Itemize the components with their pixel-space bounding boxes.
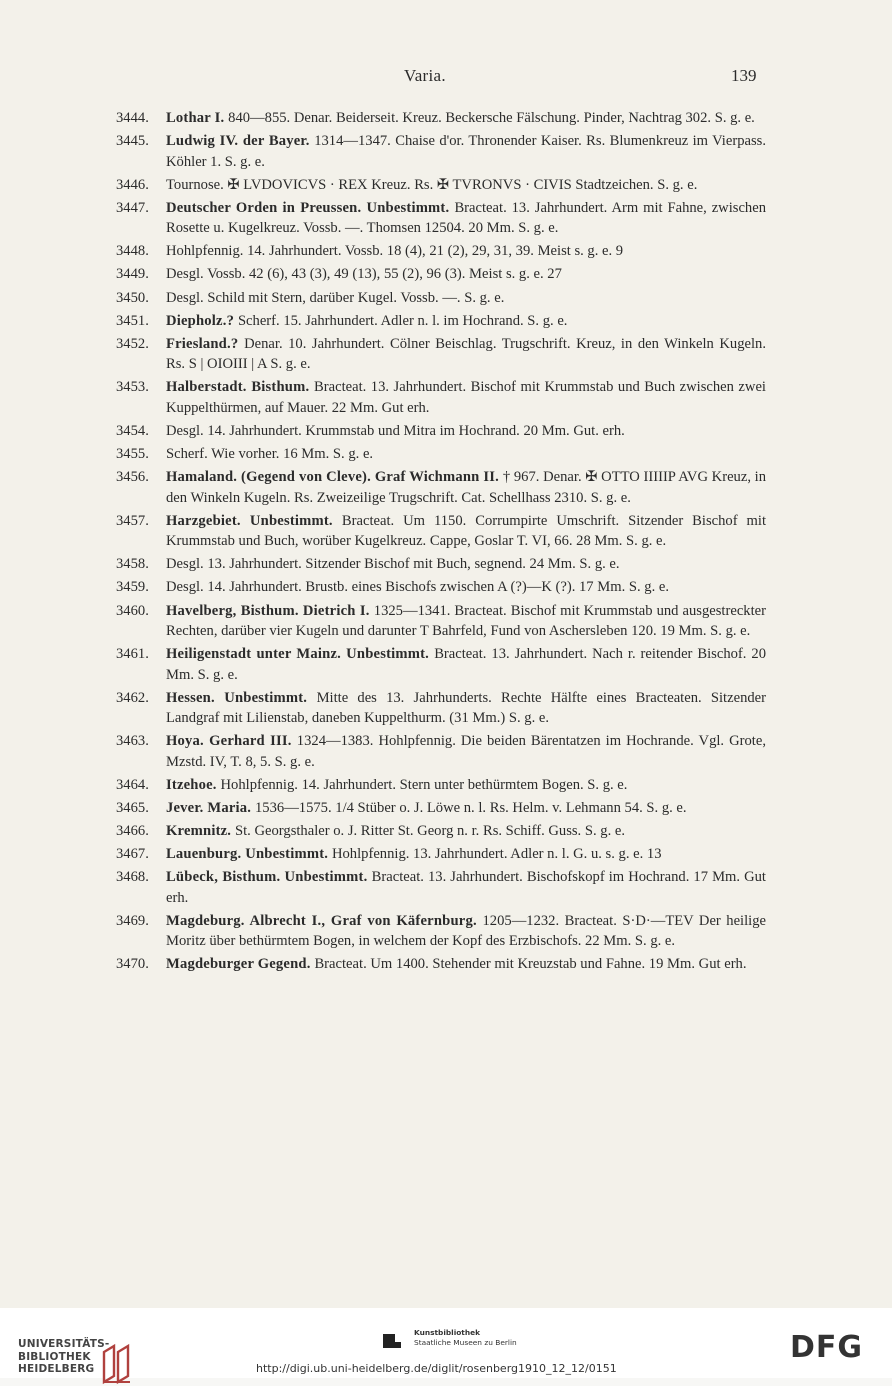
entry-heading: Harzgebiet. Unbestimmt. (166, 512, 333, 529)
kunstbibliothek-line: Kunstbibliothek (414, 1328, 481, 1337)
catalog-entry (116, 467, 766, 508)
entry-body (166, 444, 766, 465)
entry-body (166, 511, 766, 552)
entry-body (166, 241, 766, 262)
entry-number: 3446. (116, 176, 149, 193)
entry-body (166, 644, 766, 685)
entry-description: 840—855. Denar. Beiderseit. Kreuz. Beckersche Fälschung. Pinder, Nachtrag 302. S. g. e. (228, 110, 755, 126)
catalog-entry (116, 288, 766, 309)
catalog-entry (116, 444, 766, 465)
footer-bar (0, 1308, 892, 1378)
entry-description: 1314—1347. Chaise d'or. Thronender Kaiser. Rs. Blumenkreuz im Vierpass. Köhler 1. S. g. e. (166, 133, 766, 170)
entry-heading: Havelberg, Bisthum. Dietrich I. (166, 602, 370, 619)
entry-body (166, 954, 766, 975)
entry-number: 3462. (116, 689, 149, 706)
entry-number: 3459. (116, 579, 149, 596)
entry-heading: Jever. Maria. (166, 799, 252, 816)
entry-number: 3457. (116, 512, 149, 529)
catalog-entry (116, 175, 766, 196)
catalog-entry (116, 821, 766, 842)
entry-description: Bracteat. Um 1400. Stehender mit Kreuzstab und Fahne. 19 Mm. Gut erh. (314, 956, 747, 973)
entry-number: 3450. (116, 289, 149, 306)
catalog-entry (116, 577, 766, 598)
entry-number: 3445. (116, 133, 149, 150)
entry-heading: Magdeburg. Albrecht I., Graf von Käfernburg. (166, 912, 477, 929)
entry-description: 1536—1575. 1/4 Stüber o. J. Löwe n. l. Rs. Helm. v. Lehmann 54. S. g. e. (255, 799, 687, 816)
university-library-logo[interactable] (8, 1324, 148, 1374)
entry-number: 3458. (116, 556, 149, 573)
entry-number: 3460. (116, 602, 149, 619)
entry-heading: Ludwig IV. der Bayer. (166, 133, 310, 150)
museum-line: Staatliche Museen zu Berlin (414, 1338, 517, 1347)
entry-description: Bracteat. 13. Jahrhundert. Arm mit Fahne, zwischen Rosette u. Kugelkreuz. Vossb. —. Thomsen 12504. 20 Mm. S. g. e. (166, 199, 767, 237)
entry-description: 1205—1232. Bracteat. S·D·—TEV Der heilige Moritz über bethürmtem Bogen, in welchem der Kopf des Erzbischofs. 22 Mm. S. g. e. (166, 912, 766, 950)
kunstbibliothek-logo[interactable] (382, 1328, 522, 1358)
entry-heading: Lothar I. (166, 110, 225, 126)
entry-body (166, 821, 766, 842)
catalog-entry (116, 731, 766, 772)
catalog-entry (116, 601, 766, 642)
entry-body (166, 377, 766, 418)
entry-number: 3456. (116, 469, 149, 486)
entry-description: Bracteat. Um 1150. Corrumpirte Umschrift. Sitzender Bischof mit Krummstab und Buch, worüber Kugelkreuz. Cappe, Goslar T. VI, 66. 28 Mm. S. g. e. (166, 512, 766, 550)
entry-heading: Hamaland. (Gegend von Cleve). Graf Wichmann II. (166, 469, 499, 486)
entry-heading: Deutscher Orden in Preussen. Unbestimmt. (166, 199, 450, 216)
entry-description: Denar. 10. Jahrhundert. Cölner Beischlag. Trugschrift. Kreuz, in den Winkeln Kugeln. Rs. S | OIOIII | A S. g. e. (166, 335, 766, 373)
kunstbibliothek-icon (382, 1330, 404, 1352)
entry-number: 3453. (116, 379, 149, 396)
entry-body (166, 911, 766, 952)
entry-description: Bracteat. 13. Jahrhundert. Bischof mit Krummstab und Buch zwischen zwei Kuppelthürmen, auf Mauer. 22 Mm. Gut erh. (166, 379, 766, 416)
entry-number: 3463. (116, 733, 149, 750)
entry-number: 3448. (116, 243, 149, 260)
entry-number: 3464. (116, 776, 149, 793)
entry-number: 3451. (116, 312, 149, 329)
entry-number: 3449. (116, 266, 149, 283)
catalog-entry (116, 334, 766, 375)
entry-body (166, 844, 766, 865)
entry-body (166, 577, 766, 598)
entry-heading: Heiligenstadt unter Mainz. Unbestimmt. (166, 646, 430, 663)
entry-heading: Kremnitz. (166, 823, 232, 840)
entry-body (166, 867, 766, 908)
catalog-entry (116, 264, 766, 285)
entry-body (166, 554, 766, 575)
entry-description: 1325—1341. Bracteat. Bischof mit Krummstab und ausgestreckter Rechten, darüber vier Kugeln und darunter T Bahrfeld, Fund von Aschersleben 120. 19 Mm. S. g. e. (166, 602, 766, 639)
catalog-entry (116, 511, 766, 552)
entry-body (166, 131, 766, 172)
entry-heading: Hoya. Gerhard III. (166, 733, 292, 750)
catalog-entry (116, 554, 766, 575)
catalog-entry (116, 867, 766, 908)
dfg-logo[interactable]: DFG (790, 1330, 864, 1365)
page-number: 139 (731, 66, 757, 85)
entry-description: Hohlpfennig. 14. Jahrhundert. Stern unter bethürmtem Bogen. S. g. e. (220, 776, 628, 793)
catalog-entry (116, 131, 766, 172)
catalog-entries (116, 108, 766, 978)
entry-number: 3452. (116, 335, 149, 352)
entry-body (166, 775, 766, 796)
entry-body (166, 108, 766, 129)
entry-number: 3461. (116, 646, 149, 663)
entry-heading: Hessen. Unbestimmt. (166, 689, 308, 706)
entry-description: Scherf. Wie vorher. 16 Mm. S. g. e. (166, 446, 374, 463)
entry-description: Bracteat. 13. Jahrhundert. Nach r. reitender Bischof. 20 Mm. S. g. e. (166, 646, 766, 683)
entry-number: 3468. (116, 869, 149, 886)
university-line: BIBLIOTHEK (18, 1350, 91, 1363)
entry-body (166, 601, 766, 642)
catalog-entry (116, 688, 766, 729)
entry-number: 3465. (116, 799, 149, 816)
entry-description: Desgl. Schild mit Stern, darüber Kugel. Vossb. —. S. g. e. (166, 289, 505, 306)
entry-heading: Itzehoe. (166, 776, 217, 793)
entry-body (166, 311, 766, 332)
entry-body (166, 175, 766, 196)
kunstbibliothek-name (414, 1328, 517, 1348)
entry-body (166, 421, 766, 442)
catalog-entry (116, 775, 766, 796)
entry-description: Mitte des 13. Jahrhunderts. Rechte Hälfte eines Bracteaten. Sitzender Landgraf mit Lilienstab, daneben Kuppelthurm. (31 Mm.) S. g. e. (166, 689, 766, 727)
catalog-entry (116, 644, 766, 685)
catalog-entry (116, 108, 766, 129)
catalog-entry (116, 377, 766, 418)
entry-body (166, 688, 766, 729)
catalog-entry (116, 911, 766, 952)
entry-number: 3447. (116, 199, 149, 216)
entry-number: 3466. (116, 823, 149, 840)
entry-body (166, 288, 766, 309)
catalog-entry (116, 311, 766, 332)
entry-number: 3470. (116, 956, 149, 973)
entry-description: Desgl. 14. Jahrhundert. Krummstab und Mitra im Hochrand. 20 Mm. Gut. erh. (166, 422, 625, 439)
university-line: HEIDELBERG (18, 1363, 95, 1375)
entry-heading: Magdeburger Gegend. (166, 956, 311, 973)
entry-body (166, 731, 766, 772)
entry-description: Bracteat. 13. Jahrhundert. Bischofskopf im Hochrand. 17 Mm. Gut erh. (166, 869, 766, 906)
university-name (18, 1338, 109, 1376)
entry-description: Desgl. 13. Jahrhundert. Sitzender Bischof mit Buch, segnend. 24 Mm. S. g. e. (166, 556, 620, 573)
entry-description: Tournose. ✠ LVDOVICVS · REX Kreuz. Rs. ✠ TVRONVS · CIVIS Stadtzeichen. S. g. e. (166, 176, 698, 193)
source-url[interactable]: http://digi.ub.uni-heidelberg.de/diglit/rosenberg1910_12_12/0151 (256, 1362, 617, 1375)
entry-number: 3455. (116, 446, 149, 463)
entry-description: Desgl. 14. Jahrhundert. Brustb. eines Bischofs zwischen A (?)—K (?). 17 Mm. S. g. e. (166, 579, 669, 596)
entry-body (166, 198, 766, 239)
entry-number: 3469. (116, 912, 149, 929)
university-line: UNIVERSITÄTS- (18, 1338, 110, 1350)
entry-body (166, 798, 766, 819)
entry-heading: Lauenburg. Unbestimmt. (166, 846, 329, 863)
entry-body (166, 264, 766, 285)
catalog-entry (116, 198, 766, 239)
running-head (0, 66, 892, 88)
running-head-title: Varia. (404, 66, 446, 85)
entry-description: Hohlpfennig. 13. Jahrhundert. Adler n. l. G. u. s. g. e. 13 (331, 846, 662, 863)
catalog-entry (116, 844, 766, 865)
entry-body (166, 467, 766, 508)
entry-description: St. Georgsthaler o. J. Ritter St. Georg n. r. Rs. Schiff. Guss. S. g. e. (235, 823, 625, 840)
entry-body (166, 334, 766, 375)
university-emblem-icon (100, 1342, 134, 1386)
entry-description: Hohlpfennig. 14. Jahrhundert. Vossb. 18 (4), 21 (2), 29, 31, 39. Meist s. g. e. 9 (166, 243, 624, 260)
entry-description: † 967. Denar. ✠ OTTO IIIIIP AVG Kreuz, in den Winkeln Kugeln. Rs. Zweizeilige Trugschrift. Cat. Schellhass 2310. S. g. e. (166, 469, 767, 506)
entry-description: 1324—1383. Hohlpfennig. Die beiden Bärentatzen im Hochrande. Vgl. Grote, Mzstd. IV, T. 8, 5. S. g. e. (166, 733, 766, 770)
catalog-entry (116, 954, 766, 975)
entry-description: Desgl. Vossb. 42 (6), 43 (3), 49 (13), 55 (2), 96 (3). Meist s. g. e. 27 (166, 266, 562, 283)
entry-number: 3467. (116, 846, 149, 863)
entry-number: 3444. (116, 110, 149, 126)
entry-heading: Halberstadt. Bisthum. (166, 379, 310, 396)
catalog-entry (116, 798, 766, 819)
entry-heading: Lübeck, Bisthum. Unbestimmt. (166, 869, 368, 886)
entry-heading: Friesland.? (166, 335, 239, 352)
entry-description: Scherf. 15. Jahrhundert. Adler n. l. im Hochrand. S. g. e. (237, 312, 568, 329)
entry-heading: Diepholz.? (166, 312, 235, 329)
catalog-entry (116, 241, 766, 262)
catalog-entry (116, 421, 766, 442)
entry-number: 3454. (116, 422, 149, 439)
